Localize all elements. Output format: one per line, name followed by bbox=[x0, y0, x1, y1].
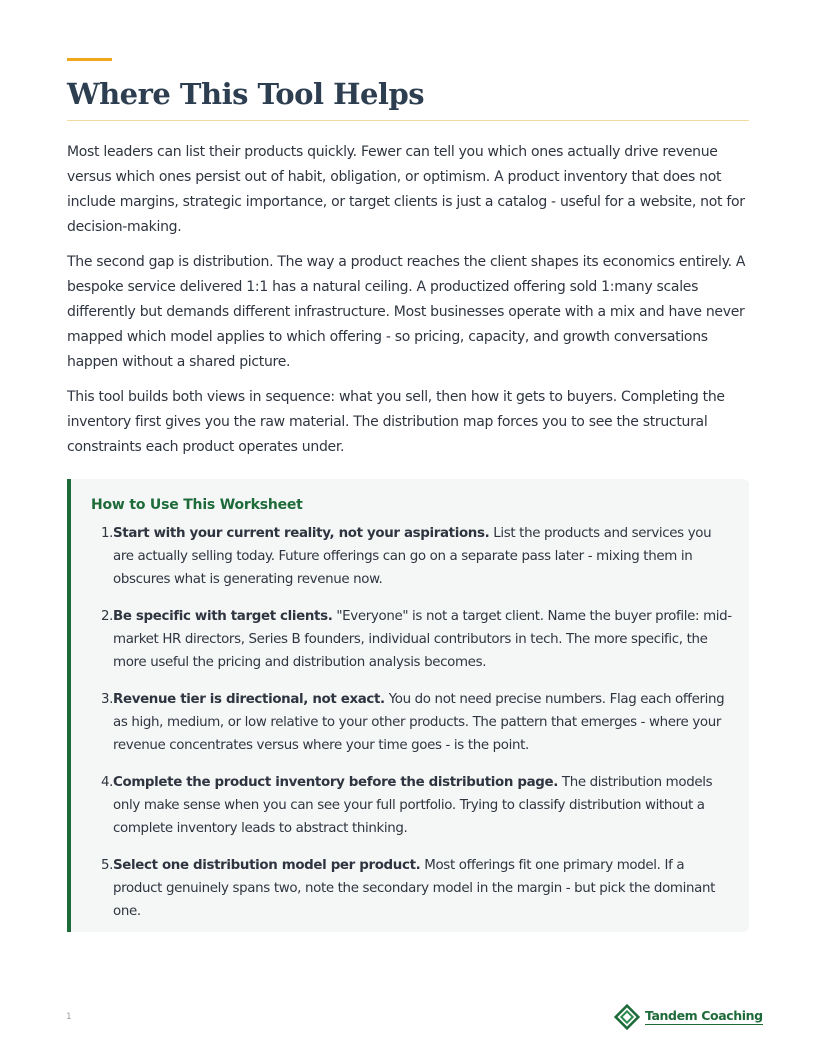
list-item-lead: Start with your current reality, not your aspirations. bbox=[113, 526, 490, 541]
list-item bbox=[101, 771, 733, 840]
brand-logo bbox=[614, 1004, 763, 1030]
list-item-number: 1. bbox=[101, 526, 114, 541]
intro-section bbox=[67, 140, 751, 470]
list-item-lead: Revenue tier is directional, not exact. bbox=[113, 692, 385, 707]
logo-text: Tandem Coaching bbox=[645, 1008, 763, 1023]
list-item-text: The distribution models only make sense when you can see your full portfolio. Trying to classify distribution without a complete inventory leads to abstract thinking. bbox=[113, 775, 713, 836]
list-item-number: 2. bbox=[101, 609, 114, 624]
page-number: 1 bbox=[66, 1012, 72, 1022]
diamond-logo-icon bbox=[614, 1004, 640, 1030]
list-item-lead: Complete the product inventory before the distribution page. bbox=[113, 775, 558, 790]
title-divider bbox=[67, 120, 749, 121]
list-item bbox=[101, 522, 733, 591]
intro-paragraph: Most leaders can list their products quickly. Fewer can tell you which ones actually drive revenue versus which ones persist out of habit, obligation, or optimism. A product inventory that does not include margins, strategic importance, or target clients is just a catalog - useful for a website, not for decision-making. bbox=[67, 144, 745, 235]
list-item-lead: Select one distribution model per product. bbox=[113, 858, 421, 873]
list-item-text: List the products and services you are actually selling today. Future offerings can go on a separate pass later - mixing them in obscures what is generating revenue now. bbox=[113, 526, 712, 587]
how-to-list bbox=[101, 522, 733, 937]
how-to-callout bbox=[67, 479, 749, 932]
intro-paragraph: This tool builds both views in sequence: what you sell, then how it gets to buyers. Completing the inventory first gives you the raw material. The distribution map forces you to see the structural constraints each product operates under. bbox=[67, 389, 725, 455]
list-item-lead: Be specific with target clients. bbox=[113, 609, 333, 624]
list-item bbox=[101, 854, 733, 923]
page-title: Where This Tool Helps bbox=[67, 77, 425, 111]
how-to-heading: How to Use This Worksheet bbox=[91, 497, 303, 513]
list-item-text: You do not need precise numbers. Flag each offering as high, medium, or low relative to your other products. The pattern that emerges - where your revenue concentrates versus where your time goes - is the point. bbox=[113, 692, 725, 753]
list-item bbox=[101, 605, 733, 674]
list-item-number: 4. bbox=[101, 775, 114, 790]
intro-paragraph: The second gap is distribution. The way a product reaches the client shapes its economics entirely. A bespoke service delivered 1:1 has a natural ceiling. A productized offering sold 1:many scales differently but demands different infrastructure. Most businesses operate with a mix and have never mapped which model applies to which offering - so pricing, capacity, and growth conversations happen without a shared picture. bbox=[67, 254, 746, 370]
list-item-text: "Everyone" is not a target client. Name the buyer profile: mid-market HR directors, Series B founders, individual contributors in tech. The more specific, the more useful the pricing and distribution analysis becomes. bbox=[113, 609, 732, 670]
title-accent-bar bbox=[67, 58, 112, 61]
list-item-number: 3. bbox=[101, 692, 114, 707]
list-item-text: Most offerings fit one primary model. If a product genuinely spans two, note the secondary model in the margin - but pick the dominant one. bbox=[113, 858, 716, 919]
list-item bbox=[101, 688, 733, 757]
list-item-number: 5. bbox=[101, 858, 114, 873]
